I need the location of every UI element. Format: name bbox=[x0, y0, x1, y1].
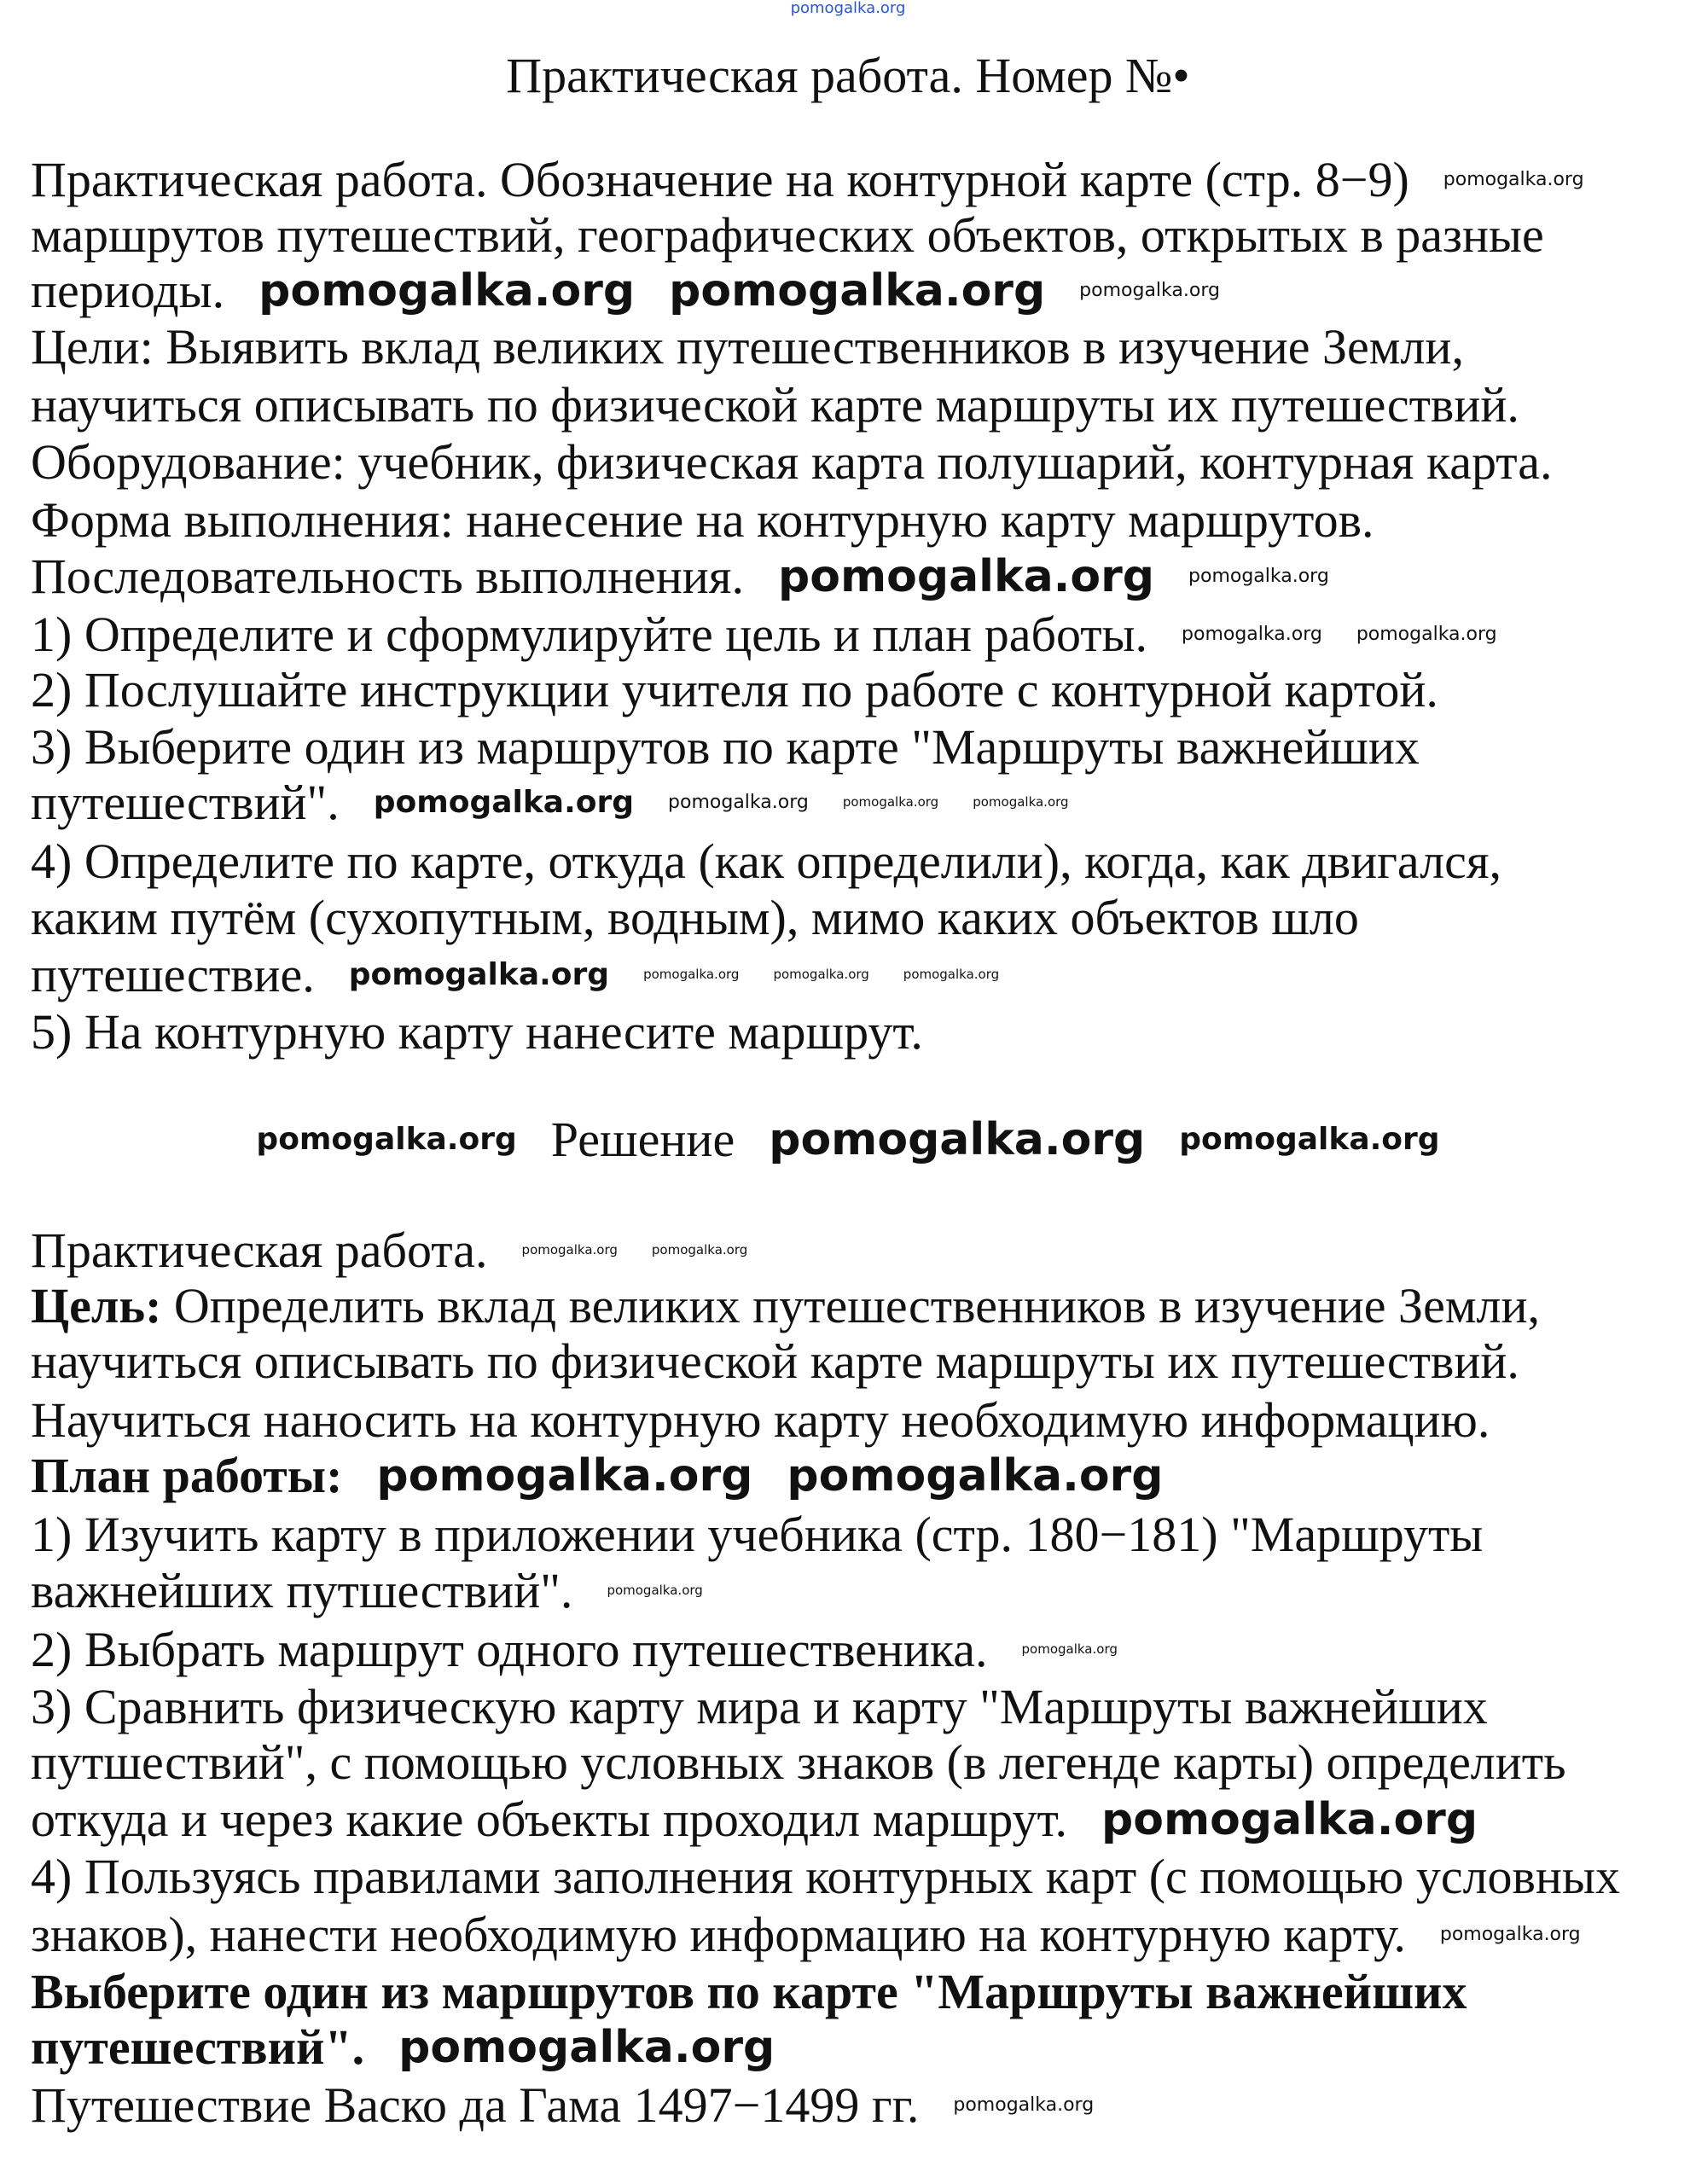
plan-label: План работы: bbox=[31, 1448, 343, 1503]
task-row bbox=[31, 833, 1501, 890]
watermark: pomogalka.org bbox=[1179, 1121, 1440, 1157]
watermark: pomogalka.org bbox=[607, 1583, 703, 1598]
watermark: pomogalka.org bbox=[1021, 1641, 1118, 1657]
solution-row bbox=[31, 1734, 1566, 1791]
task-line: Оборудование: учебник, физическая карта полушарий, контурная карта. bbox=[31, 434, 1553, 490]
task-line: каким путём (сухопутным, водным), мимо каких объектов шло bbox=[31, 890, 1359, 945]
watermark: pomogalka.org bbox=[773, 967, 869, 982]
goal-text-wrap bbox=[31, 1277, 1540, 1334]
task-row bbox=[31, 774, 1069, 831]
task-row bbox=[31, 1003, 923, 1060]
task-row bbox=[31, 889, 1359, 946]
watermark: pomogalka.org bbox=[903, 967, 1000, 982]
watermark: pomogalka.org bbox=[953, 2094, 1095, 2116]
solution-row bbox=[31, 1447, 1163, 1504]
watermark: pomogalka.org bbox=[398, 2021, 775, 2073]
plan-line: знаков), нанести необходимую информацию на контурную карту. bbox=[31, 1907, 1406, 1962]
task-line: маршрутов путешествий, географических объектов, открытых в разные bbox=[31, 207, 1544, 263]
goal-text: Определить вклад великих путешественников в изучение Земли, bbox=[161, 1278, 1541, 1333]
watermark: pomogalka.org bbox=[1079, 279, 1220, 301]
plan-line: путшествий", с помощью условных знаков (в легенде карты) определить bbox=[31, 1734, 1566, 1790]
watermark: pomogalka.org bbox=[668, 791, 809, 813]
solution-row bbox=[31, 1963, 1467, 2020]
solution-row bbox=[31, 1222, 747, 1279]
watermark: pomogalka.org bbox=[842, 794, 939, 810]
solution-row bbox=[31, 1906, 1581, 1963]
solution-row bbox=[31, 1562, 703, 1619]
plan-line: 2) Выбрать маршрут одного путешественика. bbox=[31, 1622, 988, 1677]
watermark: pomogalka.org bbox=[1356, 623, 1497, 645]
plan-line: 3) Сравнить физическую карту мира и карту "Маршруты важнейших bbox=[31, 1679, 1488, 1734]
solution-row bbox=[31, 1333, 1519, 1390]
solution-intro: Практическая работа. bbox=[31, 1223, 488, 1278]
task-row bbox=[31, 433, 1553, 491]
watermark: pomogalka.org bbox=[521, 1242, 618, 1258]
task-row bbox=[31, 262, 1220, 319]
watermark: pomogalka.org bbox=[256, 1121, 517, 1157]
watermark: pomogalka.org bbox=[1188, 565, 1329, 587]
task-line: Цели: Выявить вклад великих путешественников в изучение Земли, bbox=[31, 319, 1464, 375]
task-row bbox=[31, 946, 999, 1003]
watermark: pomogalka.org bbox=[787, 1449, 1164, 1502]
task-row bbox=[31, 376, 1519, 433]
watermark: pomogalka.org bbox=[651, 1242, 748, 1258]
watermark: pomogalka.org bbox=[373, 784, 635, 820]
task-row bbox=[31, 206, 1544, 264]
plan-line: важнейших путшествий". bbox=[31, 1563, 573, 1618]
task-line: 2) Послушайте инструкции учителя по работе с контурной картой. bbox=[31, 662, 1438, 717]
watermark: pomogalka.org bbox=[778, 550, 1155, 602]
task-line: путешествий". bbox=[31, 775, 340, 830]
solution-row bbox=[31, 1621, 1118, 1678]
goal-line bbox=[31, 1277, 1540, 1334]
plan-line: 1) Изучить карту в приложении учебника (стр. 180−181) "Маршруты bbox=[31, 1507, 1484, 1562]
watermark: pomogalka.org bbox=[769, 1113, 1146, 1165]
task-row bbox=[31, 491, 1374, 549]
watermark: pomogalka.org bbox=[376, 1449, 753, 1502]
goal-line: Научиться наносить на контурную карту необходимую информацию. bbox=[31, 1392, 1490, 1448]
plan-line: 4) Пользуясь правилами заполнения контурных карт (с помощью условных bbox=[31, 1849, 1620, 1904]
watermark: pomogalka.org bbox=[973, 794, 1069, 810]
task-line: периоды. bbox=[31, 263, 225, 318]
task-line: Форма выполнения: нанесение на контурную карту маршрутов. bbox=[31, 492, 1374, 548]
task-line: 5) На контурную карту нанесите маршрут. bbox=[31, 1004, 923, 1060]
answer-line: Путешествие Васко да Гама 1497−1499 гг. bbox=[31, 2077, 920, 2133]
task-line: 3) Выберите один из маршрутов по карте "Маршруты важнейших bbox=[31, 719, 1420, 775]
task-line: научиться описывать по физической карте маршруты их путешествий. bbox=[31, 377, 1519, 433]
solution-row bbox=[31, 2018, 775, 2076]
solution-row bbox=[31, 1506, 1483, 1563]
task-line: Практическая работа. Обозначение на контурной карте (стр. 8−9) bbox=[31, 152, 1409, 207]
solution-row bbox=[31, 1391, 1490, 1449]
task-line: путешествие. bbox=[31, 947, 315, 1002]
task-row bbox=[31, 718, 1420, 775]
watermark: pomogalka.org bbox=[348, 956, 610, 992]
task-row bbox=[31, 548, 1329, 605]
task-row bbox=[31, 318, 1464, 375]
choose-line: Выберите один из маршрутов по карте "Маршруты важнейших bbox=[31, 1964, 1467, 2019]
task-line: 1) Определите и сформулируйте цель и план работы. bbox=[31, 607, 1148, 662]
watermark: pomogalka.org bbox=[1439, 1923, 1581, 1945]
plan-line: откуда и через какие объекты проходил маршрут. bbox=[31, 1792, 1068, 1847]
watermark[interactable]: pomogalka.org bbox=[790, 0, 906, 17]
task-line: Последовательность выполнения. bbox=[31, 549, 744, 604]
watermark: pomogalka.org bbox=[1101, 1793, 1478, 1845]
goal-label: Цель: bbox=[31, 1278, 162, 1333]
watermark: pomogalka.org bbox=[1182, 623, 1322, 645]
solution-row bbox=[31, 2077, 1094, 2134]
task-line: 4) Определите по карте, откуда (как определили), когда, как двигался, bbox=[31, 834, 1502, 889]
task-row bbox=[31, 151, 1584, 208]
choose-line: путешествий". bbox=[31, 2019, 365, 2075]
watermark: pomogalka.org bbox=[643, 967, 740, 982]
watermark: pomogalka.org bbox=[258, 264, 636, 317]
solution-heading: Решение bbox=[550, 1112, 735, 1167]
solution-row bbox=[31, 1678, 1488, 1735]
solution-heading-row bbox=[0, 1111, 1696, 1168]
watermark: pomogalka.org bbox=[1443, 168, 1584, 190]
page-title: Практическая работа. Номер №• bbox=[506, 48, 1190, 103]
watermark: pomogalka.org bbox=[669, 264, 1046, 317]
task-row bbox=[31, 606, 1497, 663]
task-row bbox=[31, 661, 1438, 718]
solution-row bbox=[31, 1791, 1478, 1848]
goal-line: научиться описывать по физической карте маршруты их путешествий. bbox=[31, 1333, 1519, 1389]
solution-row bbox=[31, 1848, 1620, 1905]
